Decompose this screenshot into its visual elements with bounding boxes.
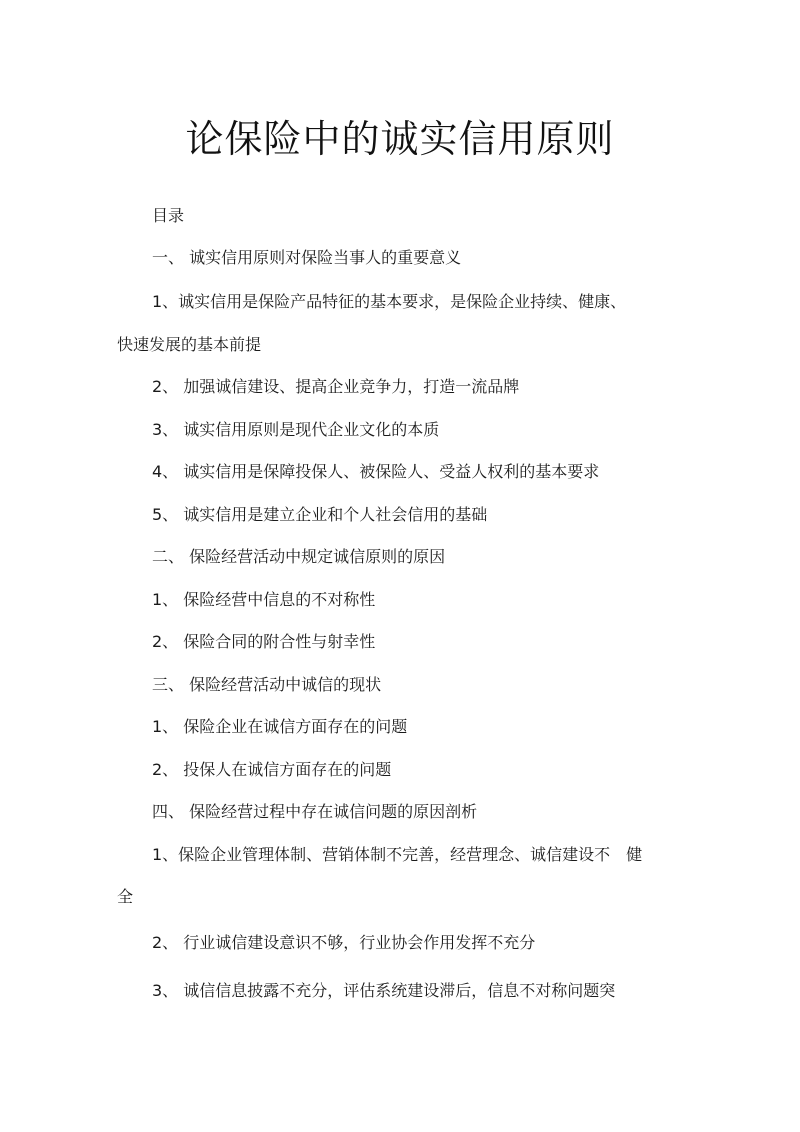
- toc-line: 1、保险企业管理体制、营销体制不完善，经营理念、诚信建设不 健: [152, 845, 643, 864]
- toc-line: 快速发展的基本前提: [117, 335, 262, 354]
- toc-heading: 目录: [152, 206, 185, 225]
- toc-line: 三、 保险经营活动中诚信的现状: [152, 675, 382, 694]
- toc-line: 全: [117, 887, 134, 906]
- toc-line: 1、诚实信用是保险产品特征的基本要求，是保险企业持续、健康、: [152, 292, 627, 311]
- toc-line: 4、 诚实信用是保障投保人、被保险人、受益人权利的基本要求: [152, 462, 600, 481]
- document-title: 论保险中的诚实信用原则: [185, 117, 615, 161]
- toc-line: 5、 诚实信用是建立企业和个人社会信用的基础: [152, 505, 488, 524]
- toc-line: 1、 保险企业在诚信方面存在的问题: [152, 717, 408, 736]
- toc-line: 3、 诚实信用原则是现代企业文化的本质: [152, 420, 440, 439]
- toc-line: 二、 保险经营活动中规定诚信原则的原因: [152, 547, 446, 566]
- toc-line: 1、 保险经营中信息的不对称性: [152, 590, 376, 609]
- toc-line: 2、 行业诚信建设意识不够，行业协会作用发挥不充分: [152, 933, 536, 952]
- toc-line: 3、 诚信信息披露不充分，评估系统建设滞后，信息不对称问题突: [152, 981, 616, 1000]
- toc-line: 2、 加强诚信建设、提高企业竞争力，打造一流品牌: [152, 377, 520, 396]
- toc-line: 一、 诚实信用原则对保险当事人的重要意义: [152, 248, 462, 267]
- toc-line: 2、 保险合同的附合性与射幸性: [152, 632, 376, 651]
- toc-line: 2、 投保人在诚信方面存在的问题: [152, 760, 392, 779]
- toc-line: 四、 保险经营过程中存在诚信问题的原因剖析: [152, 802, 478, 821]
